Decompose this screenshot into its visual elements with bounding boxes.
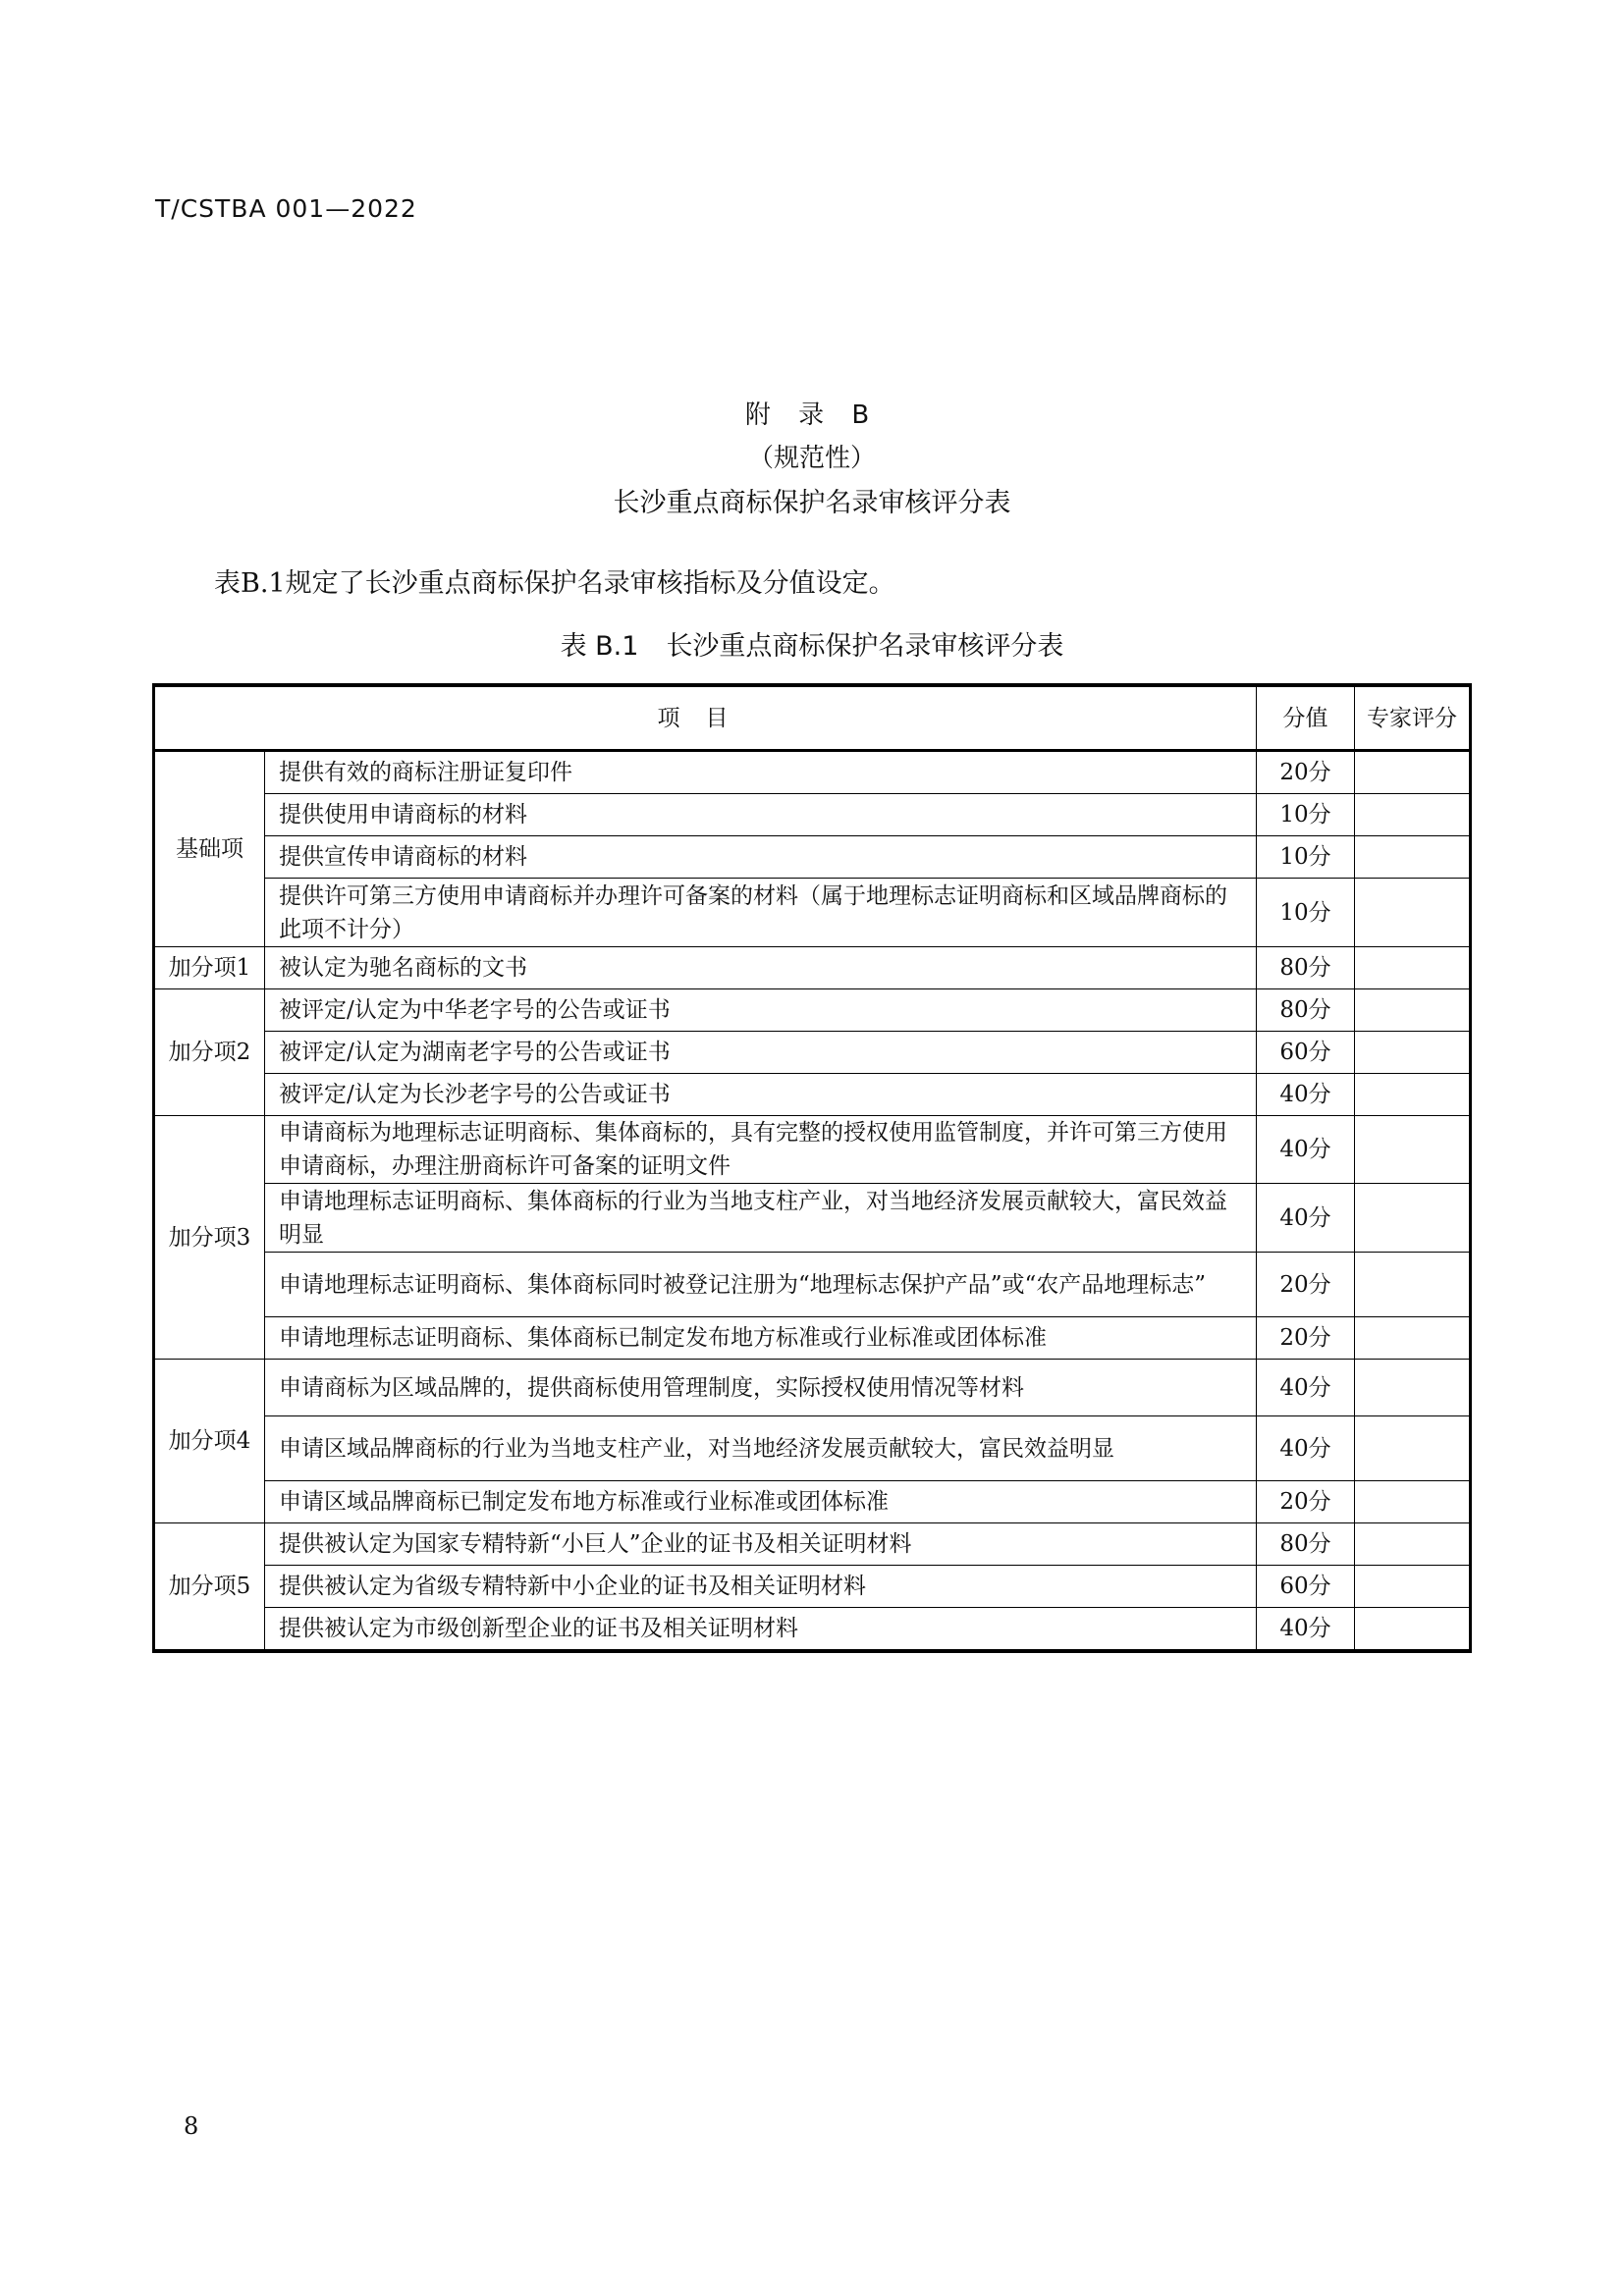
expert-score-cell[interactable] — [1355, 1032, 1471, 1074]
score-cell: 20分 — [1257, 1481, 1355, 1523]
item-cell: 申请区域品牌商标已制定发布地方标准或行业标准或团体标准 — [265, 1481, 1257, 1523]
score-cell: 60分 — [1257, 1032, 1355, 1074]
item-cell: 提供被认定为省级专精特新中小企业的证书及相关证明材料 — [265, 1566, 1257, 1608]
item-cell: 申请地理标志证明商标、集体商标的行业为当地支柱产业，对当地经济发展贡献较大，富民效益明显 — [265, 1184, 1257, 1253]
item-cell: 申请商标为地理标志证明商标、集体商标的，具有完整的授权使用监管制度，并许可第三方使用申请商标，办理注册商标许可备案的证明文件 — [265, 1116, 1257, 1184]
table-body — [154, 751, 1471, 1652]
score-cell: 80分 — [1257, 989, 1355, 1032]
expert-score-cell[interactable] — [1355, 1074, 1471, 1116]
table-header-row — [154, 685, 1471, 751]
category-cell: 加分项3 — [154, 1116, 265, 1360]
score-cell: 20分 — [1257, 1253, 1355, 1317]
expert-score-cell[interactable] — [1355, 1253, 1471, 1317]
expert-score-cell[interactable] — [1355, 989, 1471, 1032]
category-cell: 加分项2 — [154, 989, 265, 1116]
category-cell: 基础项 — [154, 751, 265, 947]
expert-score-cell[interactable] — [1355, 1523, 1471, 1566]
table-row — [154, 1074, 1471, 1116]
appendix-title: 附 录 B — [744, 400, 880, 430]
table-row — [154, 1566, 1471, 1608]
score-cell: 40分 — [1257, 1608, 1355, 1652]
table-row — [154, 1253, 1471, 1317]
item-cell: 被评定/认定为中华老字号的公告或证书 — [265, 989, 1257, 1032]
table-caption-number: 表 B.1 — [560, 631, 639, 662]
category-cell: 加分项5 — [154, 1523, 265, 1652]
score-table — [152, 683, 1472, 1653]
expert-score-cell[interactable] — [1355, 1608, 1471, 1652]
table-row — [154, 794, 1471, 836]
score-cell: 40分 — [1257, 1416, 1355, 1481]
item-cell: 提供宣传申请商标的材料 — [265, 836, 1257, 879]
expert-score-cell[interactable] — [1355, 947, 1471, 989]
item-cell: 提供有效的商标注册证复印件 — [265, 751, 1257, 794]
score-cell: 60分 — [1257, 1566, 1355, 1608]
table-row — [154, 1116, 1471, 1184]
item-cell: 申请地理标志证明商标、集体商标同时被登记注册为“地理标志保护产品”或“农产品地理标志” — [265, 1253, 1257, 1317]
header-item: 项目 — [154, 685, 1257, 751]
item-cell: 被评定/认定为湖南老字号的公告或证书 — [265, 1032, 1257, 1074]
appendix-name: 长沙重点商标保护名录审核评分表 — [613, 488, 1011, 518]
score-cell: 10分 — [1257, 879, 1355, 947]
category-cell: 加分项4 — [154, 1360, 265, 1523]
header-score: 分值 — [1257, 685, 1355, 751]
item-cell: 提供使用申请商标的材料 — [265, 794, 1257, 836]
score-cell: 20分 — [1257, 751, 1355, 794]
item-cell: 提供许可第三方使用申请商标并办理许可备案的材料（属于地理标志证明商标和区域品牌商标的此项不计分） — [265, 879, 1257, 947]
expert-score-cell[interactable] — [1355, 1481, 1471, 1523]
expert-score-cell[interactable] — [1355, 1184, 1471, 1253]
score-cell: 40分 — [1257, 1184, 1355, 1253]
table-row — [154, 1317, 1471, 1360]
table-row — [154, 879, 1471, 947]
expert-score-cell[interactable] — [1355, 1566, 1471, 1608]
expert-score-cell[interactable] — [1355, 751, 1471, 794]
table-row — [154, 836, 1471, 879]
table-row — [154, 1360, 1471, 1416]
table-caption — [0, 624, 1624, 663]
item-cell: 被评定/认定为长沙老字号的公告或证书 — [265, 1074, 1257, 1116]
item-cell: 申请区域品牌商标的行业为当地支柱产业，对当地经济发展贡献较大，富民效益明显 — [265, 1416, 1257, 1481]
table-row — [154, 1523, 1471, 1566]
table-row — [154, 947, 1471, 989]
document-code: T/CSTBA 001—2022 — [155, 194, 417, 223]
table-row — [154, 1481, 1471, 1523]
score-cell: 40分 — [1257, 1074, 1355, 1116]
header-expert-score: 专家评分 — [1355, 685, 1471, 751]
table-row — [154, 1416, 1471, 1481]
appendix-nature: （规范性） — [747, 444, 876, 473]
item-cell: 提供被认定为国家专精特新“小巨人”企业的证书及相关证明材料 — [265, 1523, 1257, 1566]
score-cell: 80分 — [1257, 947, 1355, 989]
expert-score-cell[interactable] — [1355, 879, 1471, 947]
score-cell: 20分 — [1257, 1317, 1355, 1360]
table-row — [154, 1608, 1471, 1652]
expert-score-cell[interactable] — [1355, 1416, 1471, 1481]
expert-score-cell[interactable] — [1355, 836, 1471, 879]
item-cell: 申请地理标志证明商标、集体商标已制定发布地方标准或行业标准或团体标准 — [265, 1317, 1257, 1360]
table-row — [154, 751, 1471, 794]
score-cell: 40分 — [1257, 1360, 1355, 1416]
expert-score-cell[interactable] — [1355, 1317, 1471, 1360]
item-cell: 被认定为驰名商标的文书 — [265, 947, 1257, 989]
item-cell: 申请商标为区域品牌的，提供商标使用管理制度，实际授权使用情况等材料 — [265, 1360, 1257, 1416]
item-cell: 提供被认定为市级创新型企业的证书及相关证明材料 — [265, 1608, 1257, 1652]
table-row — [154, 1032, 1471, 1074]
score-cell: 40分 — [1257, 1116, 1355, 1184]
category-cell: 加分项1 — [154, 947, 265, 989]
expert-score-cell[interactable] — [1355, 1360, 1471, 1416]
expert-score-cell[interactable] — [1355, 1116, 1471, 1184]
score-cell: 10分 — [1257, 794, 1355, 836]
expert-score-cell[interactable] — [1355, 794, 1471, 836]
intro-paragraph: 表B.1规定了长沙重点商标保护名录审核指标及分值设定。 — [214, 568, 895, 599]
table-row — [154, 989, 1471, 1032]
score-cell: 10分 — [1257, 836, 1355, 879]
table-caption-title: 长沙重点商标保护名录审核评分表 — [666, 631, 1064, 662]
table-row — [154, 1184, 1471, 1253]
score-cell: 80分 — [1257, 1523, 1355, 1566]
page-number: 8 — [184, 2112, 199, 2140]
